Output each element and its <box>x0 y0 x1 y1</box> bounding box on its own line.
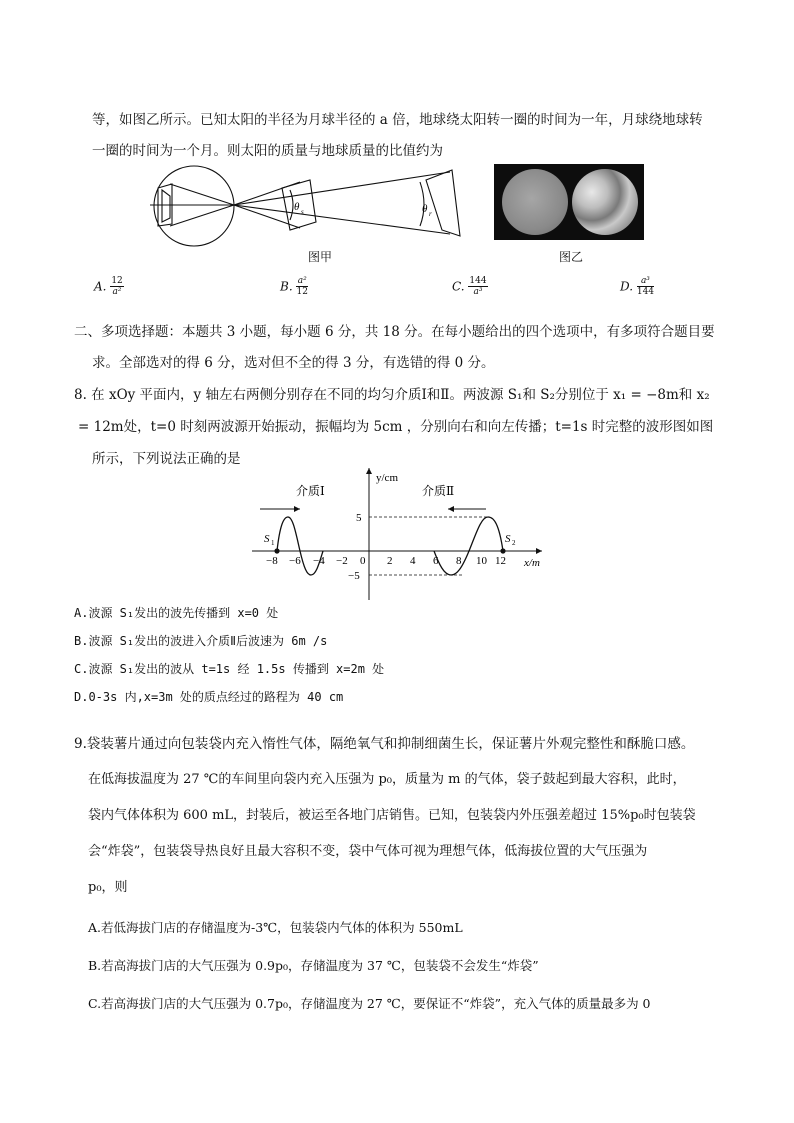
medium-1-label: 介质Ⅰ <box>296 484 325 498</box>
section2-heading-line-1: 二、多项选择题：本题共 3 小题，每小题 6 分，共 18 分。在每小题给出的四个选项中，有多项符合题目要 <box>74 324 715 340</box>
wave-s2 <box>434 517 503 575</box>
q7-option-d[interactable]: D. $\frac{\text{a³}}{144}$ <box>620 276 655 297</box>
q9-option-b[interactable]: B.若高海拔门店的大气压强为 0.9p₀，存储温度为 37 ℃，包装袋不会发生“炸袋” <box>88 958 539 973</box>
q9-text-line-3: 袋内气体体积为 600 mL，封装后，被运至各地门店销售。已知，包装袋内外压强差超过 15%p₀时包装袋 <box>88 808 696 823</box>
sun-disc-image <box>502 169 568 235</box>
origin-label: 0 <box>360 555 366 567</box>
q9-text-line-4: 会“炸袋”，包装袋导热良好且最大容积不变，袋中气体可视为理想气体，低海拔位置的大气压强为 <box>88 844 648 859</box>
q7-text-line-2: 一圈的时间为一个月。则太阳的质量与地球质量的比值约为 <box>92 143 443 159</box>
q7-option-b[interactable]: B. $\frac{\text{a²}}{12}$ <box>280 276 308 297</box>
svg-text:r: r <box>429 210 432 218</box>
x-tick: 8 <box>456 555 462 567</box>
q9-text-line-2: 在低海拔温度为 27 ℃的车间里向袋内充入压强为 p₀，质量为 m 的气体，袋子鼓起到最大容积，此时， <box>88 772 686 787</box>
y-tick-5: 5 <box>356 512 362 524</box>
theta-s-label: θ <box>294 201 300 213</box>
q8-option-a[interactable]: A.波源 S₁发出的波先传播到 x=0 处 <box>74 606 279 620</box>
x-tick: 2 <box>387 555 393 567</box>
medium-2-label: 介质Ⅱ <box>422 484 455 498</box>
q8-text-line-1: 8. 在 xOy 平面内，y 轴左右两侧分别存在不同的均匀介质Ⅰ和Ⅱ。两波源 S₁和 S₂分别位于 x₁ = −8m和 x₂ <box>74 387 710 403</box>
section2-heading-line-2: 求。全部选对的得 6 分，选对但不全的得 3 分，有选错的得 0 分。 <box>92 355 495 371</box>
q9-text-line-1: 9.袋装薯片通过向包装袋内充入惰性气体，隔绝氧气和抑制细菌生长，保证薯片外观完整性和酥脆口感。 <box>74 736 695 752</box>
q9-option-c[interactable]: C.若高海拔门店的大气压强为 0.7p₀，存储温度为 27 ℃，要保证不“炸袋”，充入气体的质量最多为 0 <box>88 996 651 1011</box>
q8-wave-graph <box>250 462 550 604</box>
x-tick: −8 <box>266 555 278 567</box>
q7-text-line-1: 等，如图乙所示。已知太阳的半径为月球半径的 a 倍，地球绕太阳转一圈的时间为一年，月球绕地球转 <box>92 112 703 128</box>
q7-option-c[interactable]: C. $\frac{144}{\text{a³}}$ <box>452 276 487 297</box>
q9-option-a[interactable]: A.若低海拔门店的存储温度为-3℃，包装袋内气体的体积为 550mL <box>88 920 463 935</box>
source-s2-dot <box>500 548 505 553</box>
q9-text-line-5: p₀，则 <box>88 880 128 895</box>
y-tick-neg5: −5 <box>348 570 360 582</box>
q8-option-c[interactable]: C.波源 S₁发出的波从 t=1s 经 1.5s 传播到 x=2m 处 <box>74 662 385 676</box>
x-axis-label: x/m <box>524 557 540 569</box>
x-tick: −6 <box>289 555 301 567</box>
s2-label: S <box>505 533 511 545</box>
svg-text:1: 1 <box>271 539 275 547</box>
x-tick: 4 <box>410 555 416 567</box>
svg-text:s: s <box>301 208 304 216</box>
q7-option-a[interactable]: A. $\frac{12}{\text{a²}}$ <box>94 276 123 297</box>
x-tick: −2 <box>336 555 348 567</box>
fig-yi-caption: 图乙 <box>559 250 584 264</box>
sun-slab <box>426 170 460 236</box>
fig-jia-caption: 图甲 <box>308 250 333 264</box>
figure-yi-photo <box>494 164 644 240</box>
x-tick: 12 <box>495 555 506 567</box>
source-s1-dot <box>274 548 279 553</box>
moon-disc-image <box>572 169 638 235</box>
earth-circle <box>154 166 234 246</box>
s1-label: S <box>264 533 270 545</box>
figure-jia-diagram <box>150 160 480 250</box>
x-tick: 10 <box>476 555 487 567</box>
theta-r-label: θ <box>422 203 428 215</box>
y-axis-label: y/cm <box>376 472 398 484</box>
q8-text-line-2: = 12m处，t=0 时刻两波源开始振动，振幅均为 5cm ，分别向右和向左传播；t=1s 时完整的波形图如图 <box>78 419 714 435</box>
svg-text:2: 2 <box>512 539 516 547</box>
x-tick: −4 <box>313 555 325 567</box>
q8-text-line-3: 所示，下列说法正确的是 <box>92 451 241 467</box>
q8-option-b[interactable]: B.波源 S₁发出的波进入介质Ⅱ后波速为 6m /s <box>74 634 328 648</box>
q8-option-d[interactable]: D.0-3s 内,x=3m 处的质点经过的路程为 40 cm <box>74 690 344 704</box>
x-tick: 6 <box>433 555 439 567</box>
